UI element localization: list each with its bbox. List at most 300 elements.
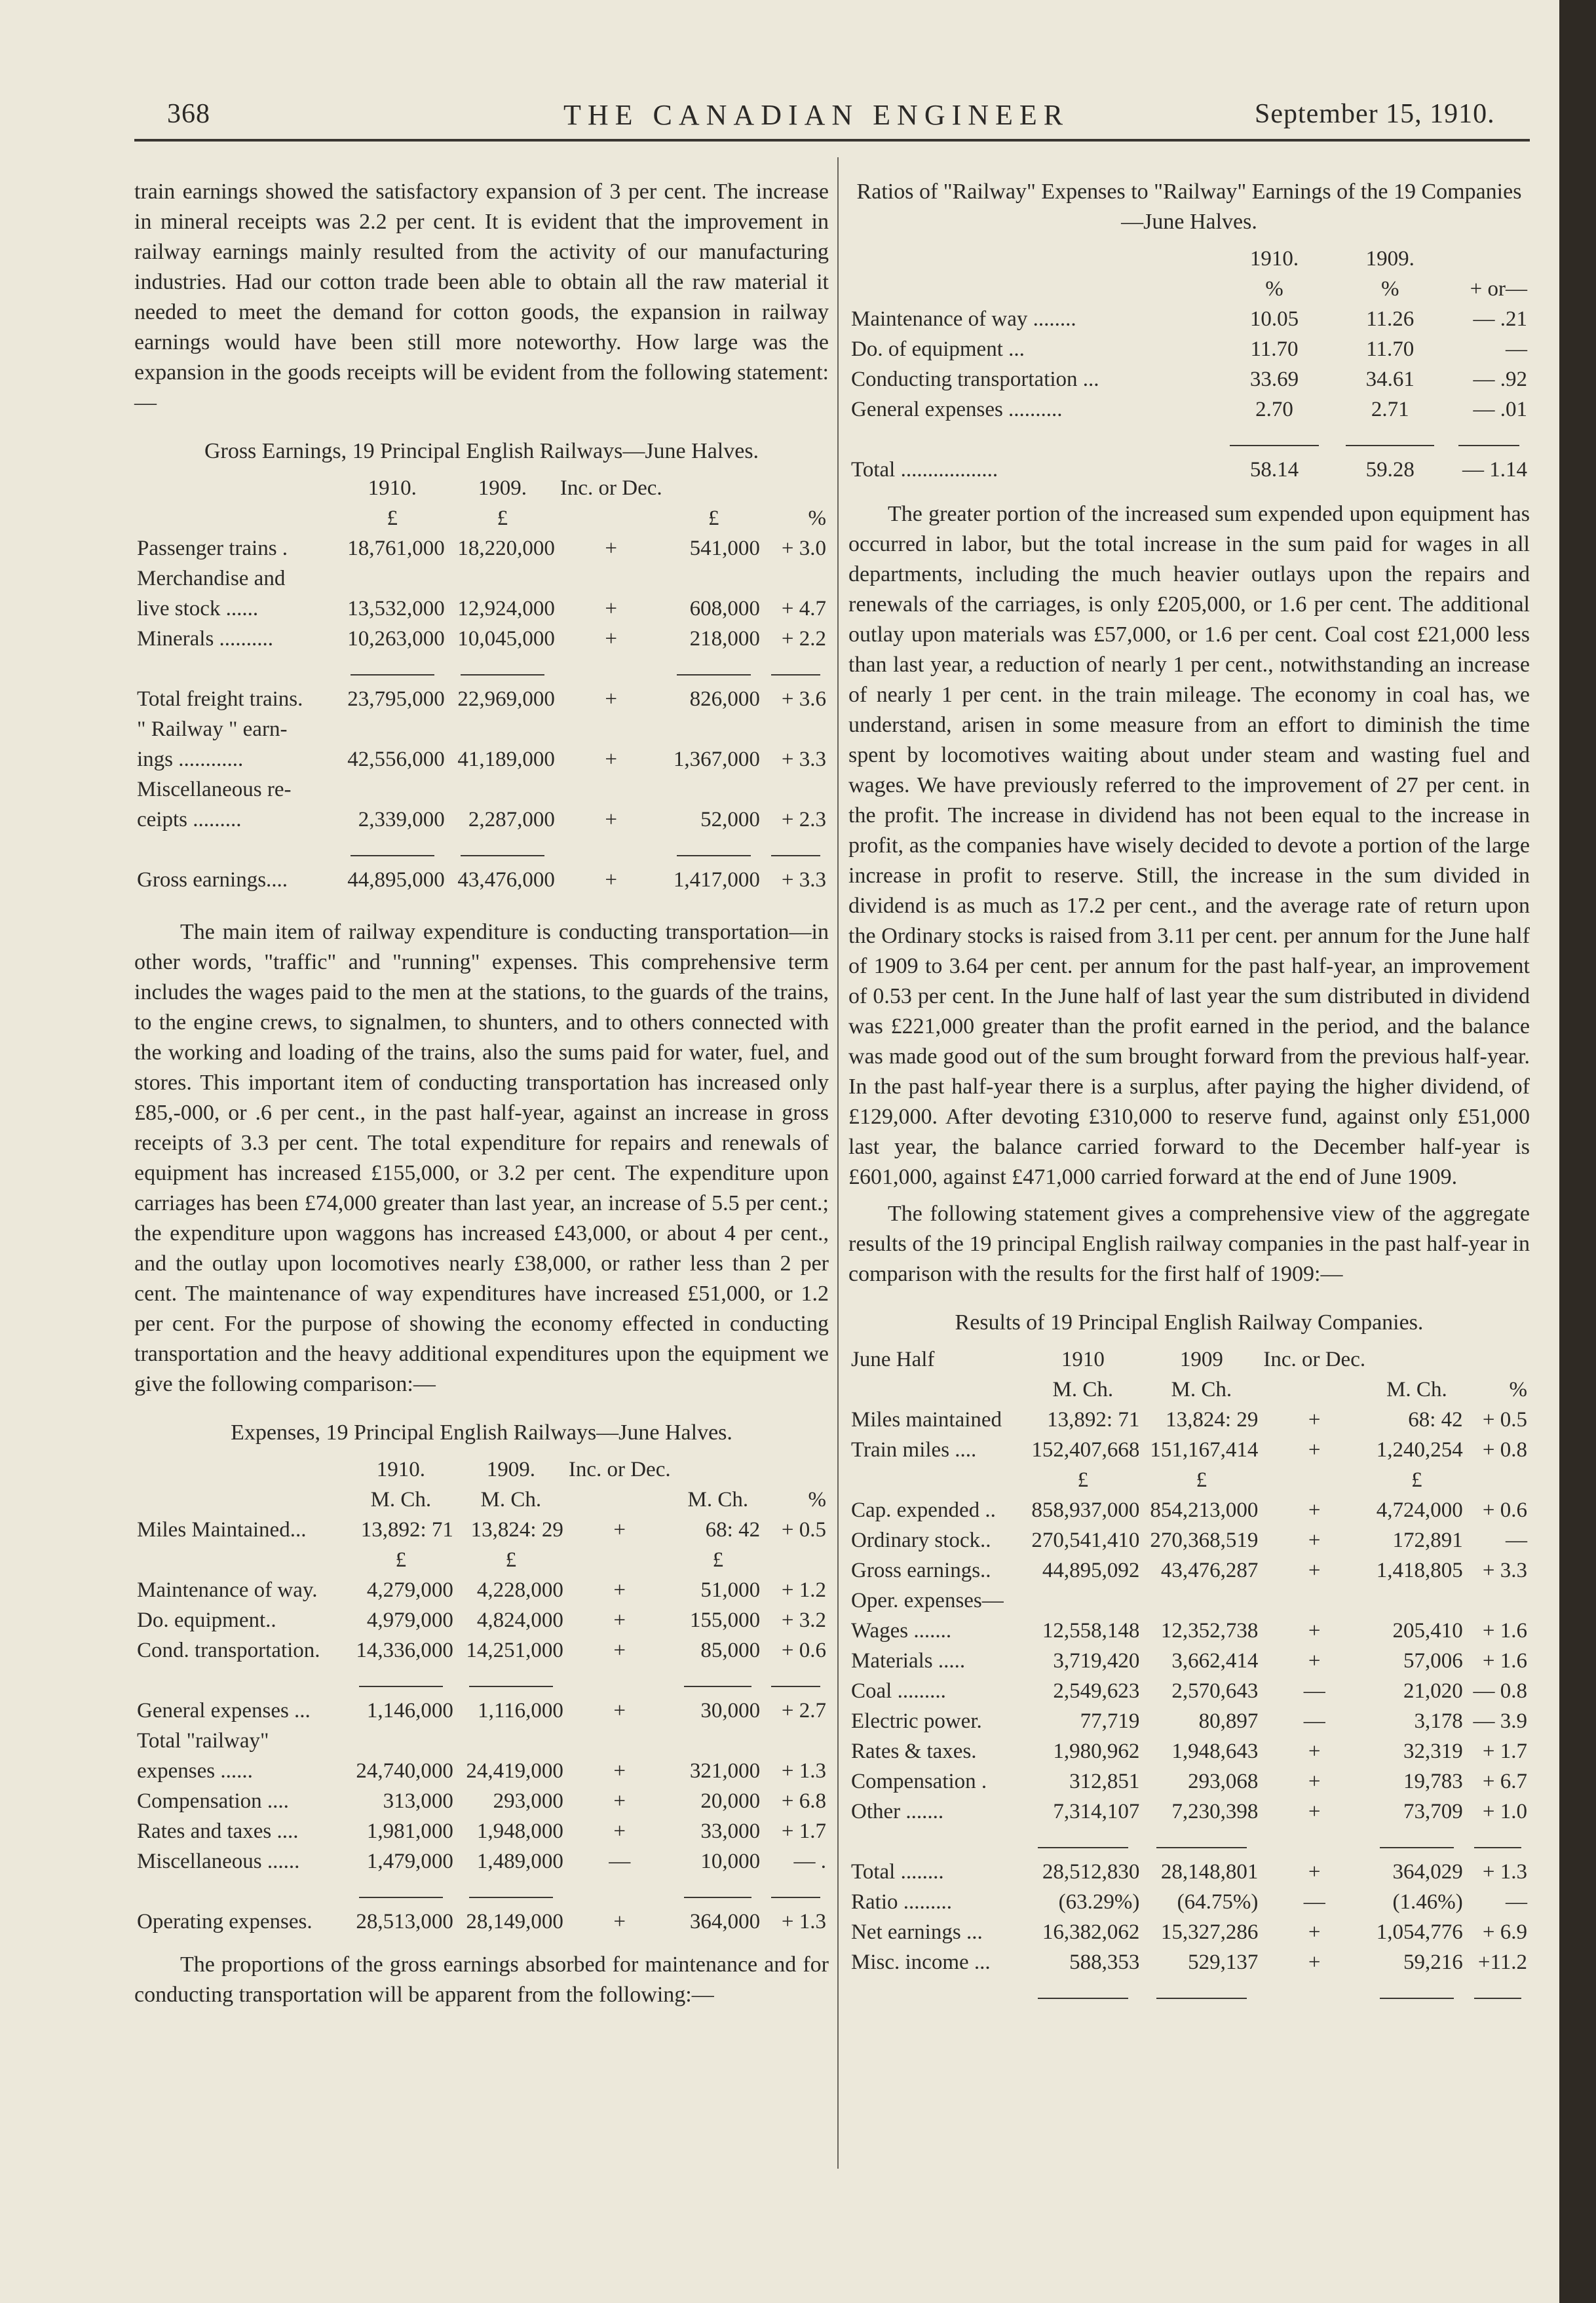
table-cell: — .21 bbox=[1473, 307, 1527, 331]
table-cell: 1,367,000 bbox=[673, 748, 760, 771]
table-row bbox=[134, 1726, 829, 1756]
table-cell: 1,240,254 bbox=[1376, 1438, 1463, 1462]
table-cell: 321,000 bbox=[689, 1759, 761, 1783]
page-edge bbox=[1559, 0, 1596, 2303]
table-cell: 12,352,738 bbox=[1160, 1619, 1259, 1643]
table-cell bbox=[337, 563, 447, 594]
header-rule bbox=[134, 139, 1530, 142]
table-cell bbox=[674, 1726, 763, 1756]
table-cell: — bbox=[1303, 1890, 1325, 1914]
table-cell: 529,137 bbox=[1188, 1951, 1259, 1974]
table-cell: % bbox=[808, 506, 826, 530]
table-row bbox=[134, 473, 829, 503]
table-row bbox=[134, 503, 829, 533]
table-cell: 59,216 bbox=[1403, 1951, 1463, 1974]
issue-date: September 15, 1910. bbox=[1255, 99, 1495, 129]
table-cell bbox=[337, 714, 447, 744]
table-cell: 172,891 bbox=[1392, 1529, 1463, 1552]
table-cell: 73,709 bbox=[1403, 1800, 1463, 1823]
table-cell bbox=[134, 503, 337, 533]
table-cell: 14,336,000 bbox=[356, 1639, 453, 1662]
table-cell: + 3.3 bbox=[781, 748, 826, 771]
table-row bbox=[848, 304, 1530, 334]
table-cell: ceipts ......... bbox=[137, 808, 242, 831]
table-cell: 1910. bbox=[376, 1458, 425, 1481]
table-cell: 1,980,962 bbox=[1053, 1740, 1140, 1763]
table-row bbox=[848, 1676, 1530, 1706]
table-cell bbox=[1368, 1586, 1466, 1616]
table-row bbox=[134, 865, 829, 895]
table-cell: + 3.2 bbox=[781, 1608, 826, 1632]
table-cell: Net earnings ... bbox=[851, 1920, 983, 1944]
table-cell: Total .................. bbox=[851, 458, 998, 482]
left-column bbox=[134, 177, 829, 2010]
table-cell: 270,541,410 bbox=[1031, 1529, 1140, 1552]
table-cell: 16,382,062 bbox=[1042, 1920, 1140, 1944]
table-cell: Cond. transportation. bbox=[137, 1639, 320, 1662]
table-cell: 19,783 bbox=[1403, 1770, 1463, 1793]
table-cell: + 1.0 bbox=[1482, 1800, 1527, 1823]
table-cell: 18,220,000 bbox=[457, 537, 555, 560]
table-cell: 28,148,801 bbox=[1160, 1860, 1259, 1884]
table-cell bbox=[337, 774, 447, 805]
table-cell: 59.28 bbox=[1365, 458, 1415, 482]
table-cell: 12,558,148 bbox=[1042, 1619, 1140, 1643]
table-cell bbox=[1142, 1586, 1261, 1616]
table-cell: + bbox=[613, 1639, 626, 1662]
table-cell: 80,897 bbox=[1198, 1709, 1259, 1733]
table2-caption: Expenses, 19 Principal English Railways—June Halves. bbox=[231, 1420, 732, 1445]
table-cell: 30,000 bbox=[700, 1699, 761, 1722]
table-cell: Total freight trains. bbox=[137, 687, 303, 711]
table-cell: 3,178 bbox=[1414, 1709, 1463, 1733]
table-row bbox=[134, 684, 829, 714]
table-cell: 33.69 bbox=[1249, 368, 1299, 391]
table-cell: 1,948,643 bbox=[1171, 1740, 1259, 1763]
table-cell: + bbox=[613, 1819, 626, 1843]
table-cell: M. Ch. bbox=[1171, 1378, 1232, 1401]
table-cell: £ bbox=[1077, 1468, 1089, 1492]
table-cell: — bbox=[1506, 337, 1527, 361]
table-cell: 24,419,000 bbox=[466, 1759, 563, 1783]
table-cell: 14,251,000 bbox=[466, 1639, 563, 1662]
table-cell bbox=[763, 1455, 829, 1485]
table-cell: M. Ch. bbox=[1386, 1378, 1447, 1401]
table-cell: 1909. bbox=[1365, 247, 1415, 271]
table-cell: 41,189,000 bbox=[457, 748, 555, 771]
table-cell bbox=[763, 1545, 829, 1575]
table-cell: £ bbox=[1196, 1468, 1207, 1492]
table-cell: + bbox=[1308, 1619, 1321, 1643]
table-cell bbox=[558, 714, 665, 744]
table-cell bbox=[1466, 1586, 1530, 1616]
table-row bbox=[134, 1816, 829, 1846]
table-cell: General expenses ... bbox=[137, 1699, 311, 1722]
table-cell: Cap. expended .. bbox=[851, 1498, 996, 1522]
table-row bbox=[848, 334, 1530, 364]
table-cell: Gross earnings.. bbox=[851, 1559, 991, 1582]
table-cell: 826,000 bbox=[689, 687, 760, 711]
table-rule bbox=[134, 654, 829, 684]
table-cell: + bbox=[1308, 1800, 1321, 1823]
table-cell: — bbox=[1506, 1529, 1527, 1552]
column-divider bbox=[837, 157, 839, 2169]
table-cell: 32,319 bbox=[1403, 1740, 1463, 1763]
table1-caption: Gross Earnings, 19 Principal English Railways—June Halves. bbox=[204, 439, 759, 463]
table-cell: % bbox=[1265, 277, 1283, 301]
table-cell bbox=[447, 714, 558, 744]
table-cell bbox=[134, 473, 337, 503]
table-cell: 1,417,000 bbox=[673, 868, 760, 892]
table-cell: 270,368,519 bbox=[1150, 1529, 1259, 1552]
table-cell bbox=[763, 473, 829, 503]
table-cell: % bbox=[808, 1488, 826, 1512]
table-cell: Miles Maintained... bbox=[137, 1518, 307, 1542]
table-cell: + bbox=[613, 1518, 626, 1542]
table-cell: + bbox=[613, 1910, 626, 1933]
table-cell: 10.05 bbox=[1249, 307, 1299, 331]
table-cell: 313,000 bbox=[383, 1789, 453, 1813]
table-rule bbox=[134, 1876, 829, 1907]
table-cell bbox=[558, 774, 665, 805]
table-cell: 28,512,830 bbox=[1042, 1860, 1140, 1884]
table-cell: Misc. income ... bbox=[851, 1951, 991, 1974]
left-paragraph-2: The main item of railway expenditure is conducting transportation—in other words, "traffic" and "running" expenses. This comprehensive term includes the wages paid to the men at the stations, to the guards of the trains, to the engine crews, to signalmen, to shunters, and to others connected with the working and loading of the trains, also the sums paid for water, fuel, and stores. This important item of conducting transportation has increased only £85,-000, or .6 per cent., in the past half-year, against an increase in gross receipts of 3.3 per cent. The total expenditure for repairs and renewals of equipment has increased £155,000, or 3.2 per cent. The expenditure upon carriages has been £74,000 greater than last year, an increase of 5.5 per cent.; the expenditure upon waggons has increased £43,000, or about 4 per cent., and the outlay upon locomotives nearly £38,000, or rather less than 2 per cent. The maintenance of way expenditures have increased £51,000, or 1.2 per cent. For the purpose of showing the economy effected in conducting transportation and the heavy additional expenditures upon the equipment we give the following comparison:— bbox=[134, 920, 829, 1396]
table-row bbox=[134, 1455, 829, 1485]
table-cell bbox=[1466, 1465, 1530, 1495]
table-cell bbox=[1261, 1586, 1368, 1616]
table-cell: £ bbox=[505, 1548, 517, 1572]
table-cell: Inc. or Dec. bbox=[1263, 1348, 1366, 1371]
table-cell: expenses ...... bbox=[137, 1759, 253, 1783]
table-cell: 13,892: 71 bbox=[1047, 1408, 1140, 1432]
table-row bbox=[848, 1405, 1530, 1435]
table-cell: (1.46%) bbox=[1392, 1890, 1463, 1914]
table3-caption: Ratios of "Railway" Expenses to "Railway" Earnings of the 19 Companies—June Halves. bbox=[856, 180, 1522, 234]
table-cell: 2,549,623 bbox=[1053, 1679, 1140, 1703]
table-cell: + bbox=[1308, 1498, 1321, 1522]
table-cell bbox=[1261, 1465, 1368, 1495]
table-cell: Miles maintained bbox=[851, 1408, 1002, 1432]
table-cell: 58.14 bbox=[1249, 458, 1299, 482]
table-cell: Minerals .......... bbox=[137, 627, 274, 651]
table-cell: 854,213,000 bbox=[1150, 1498, 1259, 1522]
table-cell: 28,149,000 bbox=[466, 1910, 563, 1933]
table-cell: + bbox=[1308, 1529, 1321, 1552]
table-row bbox=[134, 1515, 829, 1545]
table-cell bbox=[1466, 1344, 1530, 1375]
table-row bbox=[134, 594, 829, 624]
table-cell: 4,279,000 bbox=[366, 1578, 453, 1602]
right-paragraph-1: The greater portion of the increased sum expended upon equipment has occurred in labor, but the total increase in the sum paid for wages in all departments, including the much heavier outlays upon the repairs and renewals of the carriages, is only £205,000, or 1.6 per cent. The additional outlay upon materials was £57,000, or 1.6 per cent. Coal cost £21,000 less than last year, a reduction of nearly 1 per cent., notwithstanding an increase of nearly 1 per cent. in the train mileage. The economy in coal has, we understand, arisen in some measure from an effort to diminish the time spent by locomotives waiting about under steam and wasting fuel and wages. We have previously referred to the improvement of 27 per cent. in the profit. The increase in dividend has not been equal to the increase in profit, as the companies have wisely decided to devote a portion of the large increase in profit to reserve. Still, the increase in the sum divided in dividend is as much as 17.2 per cent., and the average rate of return upon the Ordinary stocks is raised from 3.11 per cent. per annum for the June half of 1909 to 3.64 per cent. per annum for the past half-year, an improvement of 0.53 per cent. In the June half of last year the sum distributed in dividend was £221,000 greater than the profit earned in the period, and the balance was made good out of the sum brought forward from the previous half-year. In the past half-year there is a surplus, after paying the higher dividend, of £129,000. After devoting £310,000 to reserve fund, against only £51,000 last year, the balance carried forward to the December half-year is £601,000, against £471,000 carried forward at the end of June 1909. bbox=[848, 502, 1530, 1189]
table-cell: " Railway " earn- bbox=[137, 717, 288, 741]
table-cell: + bbox=[1308, 1649, 1321, 1673]
table-cell: Train miles .... bbox=[851, 1438, 977, 1462]
journal-title: THE CANADIAN ENGINEER bbox=[563, 99, 1070, 131]
table-cell: 1,948,000 bbox=[476, 1819, 563, 1843]
table-cell bbox=[665, 563, 763, 594]
table-cell: £ bbox=[708, 506, 719, 530]
table-cell bbox=[665, 714, 763, 744]
table-cell: 155,000 bbox=[689, 1608, 761, 1632]
table-cell: Total ........ bbox=[851, 1860, 944, 1884]
table-cell: 24,740,000 bbox=[356, 1759, 453, 1783]
table-cell: + bbox=[1308, 1408, 1321, 1432]
table-row bbox=[134, 1605, 829, 1635]
table-rule bbox=[848, 1827, 1530, 1857]
table-cell: — .01 bbox=[1473, 398, 1527, 421]
table-cell: Oper. expenses— bbox=[851, 1589, 1004, 1612]
table-cell bbox=[763, 714, 829, 744]
table-cell: 1909. bbox=[478, 476, 527, 500]
table-row bbox=[848, 1857, 1530, 1887]
table-row bbox=[848, 1887, 1530, 1917]
table-row bbox=[848, 1465, 1530, 1495]
table-cell: 4,979,000 bbox=[366, 1608, 453, 1632]
table-row bbox=[848, 1616, 1530, 1646]
table-cell: 2,570,643 bbox=[1171, 1679, 1259, 1703]
table-cell: 4,228,000 bbox=[476, 1578, 563, 1602]
table-cell: 68: 42 bbox=[1408, 1408, 1463, 1432]
table-cell: 13,532,000 bbox=[347, 597, 445, 620]
table-cell: 13,824: 29 bbox=[470, 1518, 563, 1542]
table-cell: £ bbox=[712, 1548, 724, 1572]
table-cell: Operating expenses. bbox=[137, 1910, 313, 1933]
table-cell: 22,969,000 bbox=[457, 687, 555, 711]
table-cell: 42,556,000 bbox=[347, 748, 445, 771]
table-cell: 52,000 bbox=[700, 808, 760, 831]
table-cell: + 3.3 bbox=[1482, 1559, 1527, 1582]
table-cell: + 1.2 bbox=[781, 1578, 826, 1602]
table-cell bbox=[447, 774, 558, 805]
table-cell: 1,479,000 bbox=[366, 1850, 453, 1873]
table-row bbox=[848, 274, 1530, 304]
table-cell bbox=[1261, 1375, 1368, 1405]
results-table bbox=[848, 1344, 1530, 2008]
table-cell: Electric power. bbox=[851, 1709, 982, 1733]
table-cell: 1910 bbox=[1061, 1348, 1105, 1371]
table-cell: + 3.0 bbox=[781, 537, 826, 560]
table-cell: 11.70 bbox=[1250, 337, 1299, 361]
table-cell: + bbox=[613, 1578, 626, 1602]
table-cell: 152,407,668 bbox=[1031, 1438, 1140, 1462]
table-cell bbox=[456, 1726, 566, 1756]
table-cell: Materials ..... bbox=[851, 1649, 966, 1673]
table-cell: Passenger trains . bbox=[137, 537, 288, 560]
table-cell: Maintenance of way ........ bbox=[851, 307, 1076, 331]
table-cell bbox=[1448, 244, 1530, 274]
table-cell: — bbox=[1506, 1890, 1527, 1914]
table-row bbox=[848, 1917, 1530, 1947]
table-cell: + bbox=[613, 1608, 626, 1632]
table-cell: Maintenance of way. bbox=[137, 1578, 318, 1602]
table-cell bbox=[848, 244, 1217, 274]
table-cell: + 0.6 bbox=[781, 1639, 826, 1662]
table-cell: 44,895,000 bbox=[347, 868, 445, 892]
table-row bbox=[134, 1846, 829, 1876]
table-cell: Other ....... bbox=[851, 1800, 944, 1823]
table-row bbox=[134, 774, 829, 805]
table-cell: 43,476,287 bbox=[1160, 1559, 1259, 1582]
table-cell: M. Ch. bbox=[687, 1488, 749, 1512]
table-cell: 4,724,000 bbox=[1376, 1498, 1463, 1522]
table-cell: 68: 42 bbox=[705, 1518, 761, 1542]
table-cell: + bbox=[605, 687, 618, 711]
table-cell: — . bbox=[793, 1850, 826, 1873]
table-cell: — .92 bbox=[1473, 368, 1527, 391]
table-cell: + 1.6 bbox=[1482, 1649, 1527, 1673]
table-cell: + 4.7 bbox=[781, 597, 826, 620]
table-cell: 20,000 bbox=[700, 1789, 761, 1813]
table-row bbox=[848, 1766, 1530, 1797]
table-row bbox=[134, 563, 829, 594]
table-cell: + bbox=[1308, 1920, 1321, 1944]
table-cell: + bbox=[605, 748, 618, 771]
table-cell: 608,000 bbox=[689, 597, 760, 620]
table-row bbox=[848, 1435, 1530, 1465]
table-cell bbox=[848, 274, 1217, 304]
table-cell: Miscellaneous ...... bbox=[137, 1850, 300, 1873]
table-cell: 2,339,000 bbox=[358, 808, 445, 831]
table-cell: live stock ...... bbox=[137, 597, 259, 620]
table-cell: 7,230,398 bbox=[1171, 1800, 1259, 1823]
table-cell: 1909 bbox=[1179, 1348, 1223, 1371]
table-cell: Coal ......... bbox=[851, 1679, 946, 1703]
gross-earnings-table bbox=[134, 473, 829, 895]
table-row bbox=[134, 1696, 829, 1726]
table-cell: Miscellaneous re- bbox=[137, 778, 292, 801]
table-cell: 44,895,092 bbox=[1042, 1559, 1140, 1582]
table-cell: + bbox=[1308, 1951, 1321, 1974]
table-cell: + bbox=[605, 597, 618, 620]
table-cell bbox=[134, 1545, 346, 1575]
table-row bbox=[848, 244, 1530, 274]
table-row bbox=[134, 1635, 829, 1665]
table-cell: + bbox=[1308, 1740, 1321, 1763]
table-cell: + bbox=[1308, 1438, 1321, 1462]
table-cell: 18,761,000 bbox=[347, 537, 445, 560]
table-row bbox=[848, 1344, 1530, 1375]
table-cell: 3,719,420 bbox=[1053, 1649, 1140, 1673]
table-cell: 293,068 bbox=[1188, 1770, 1259, 1793]
table-cell: +11.2 bbox=[1477, 1951, 1527, 1974]
table-cell: Wages ....... bbox=[851, 1619, 952, 1643]
table-row bbox=[134, 533, 829, 563]
right-paragraph-2: The following statement gives a comprehensive view of the aggregate results of the 19 principal English railway companies in the past half-year in comparison with the results for the first half of 1909:— bbox=[848, 1202, 1530, 1286]
table-cell: 28,513,000 bbox=[356, 1910, 453, 1933]
table-row bbox=[848, 1736, 1530, 1766]
table-cell: 205,410 bbox=[1392, 1619, 1463, 1643]
table-cell bbox=[566, 1545, 674, 1575]
table-row bbox=[848, 1586, 1530, 1616]
table-cell: 293,000 bbox=[493, 1789, 563, 1813]
table-cell: Compensation . bbox=[851, 1770, 987, 1793]
table-cell: 10,263,000 bbox=[347, 627, 445, 651]
table-cell: + 6.9 bbox=[1482, 1920, 1527, 1944]
table-cell: + 0.8 bbox=[1482, 1438, 1527, 1462]
table-cell: M. Ch. bbox=[480, 1488, 542, 1512]
table-cell: + 2.3 bbox=[781, 808, 826, 831]
table-cell: Merchandise and bbox=[137, 567, 286, 590]
table-cell: + 1.7 bbox=[1482, 1740, 1527, 1763]
table-cell: + 1.3 bbox=[1482, 1860, 1527, 1884]
table-cell: + 6.8 bbox=[781, 1789, 826, 1813]
table-cell: General expenses .......... bbox=[851, 398, 1063, 421]
table-cell: 1910. bbox=[1249, 247, 1299, 271]
table-row bbox=[134, 1545, 829, 1575]
table-row bbox=[134, 714, 829, 744]
table-cell: Rates & taxes. bbox=[851, 1740, 977, 1763]
table-cell bbox=[566, 1726, 674, 1756]
table-row bbox=[848, 1947, 1530, 1977]
table-cell: + 3.3 bbox=[781, 868, 826, 892]
table-row bbox=[848, 1555, 1530, 1586]
table-cell bbox=[558, 563, 665, 594]
right-column bbox=[848, 177, 1530, 2008]
table-cell bbox=[848, 1375, 1023, 1405]
table-cell: 541,000 bbox=[689, 537, 760, 560]
table-cell: 43,476,000 bbox=[457, 868, 555, 892]
page-number: 368 bbox=[167, 99, 210, 129]
table-cell bbox=[763, 1726, 829, 1756]
table-row bbox=[848, 1706, 1530, 1736]
table-cell: + 0.5 bbox=[781, 1518, 826, 1542]
table-cell bbox=[665, 473, 763, 503]
table-cell: Ratio ......... bbox=[851, 1890, 952, 1914]
table-rule bbox=[848, 1977, 1530, 2008]
table-cell: 13,824: 29 bbox=[1166, 1408, 1259, 1432]
table-cell: + bbox=[1308, 1559, 1321, 1582]
table-rule bbox=[134, 1665, 829, 1696]
table-cell: 1,054,776 bbox=[1376, 1920, 1463, 1944]
table-cell: + 6.7 bbox=[1482, 1770, 1527, 1793]
table-cell bbox=[665, 774, 763, 805]
table-cell: 57,006 bbox=[1403, 1649, 1463, 1673]
table-row bbox=[848, 1797, 1530, 1827]
table-cell: + 0.6 bbox=[1482, 1498, 1527, 1522]
table-cell: + 2.2 bbox=[781, 627, 826, 651]
table-row bbox=[134, 1907, 829, 1937]
table-cell bbox=[1368, 1344, 1466, 1375]
table-cell: (63.29%) bbox=[1058, 1890, 1140, 1914]
table-cell: 858,937,000 bbox=[1031, 1498, 1140, 1522]
table-cell: Inc. or Dec. bbox=[568, 1458, 671, 1481]
expenses-table bbox=[134, 1455, 829, 1937]
table-row bbox=[134, 805, 829, 835]
table-cell bbox=[134, 1455, 346, 1485]
table-cell: Total "railway" bbox=[137, 1729, 269, 1753]
table-cell: £ bbox=[387, 506, 398, 530]
table-row bbox=[848, 394, 1530, 425]
table-cell bbox=[134, 1485, 346, 1515]
table-cell: + 1.3 bbox=[781, 1759, 826, 1783]
table-cell: + bbox=[613, 1789, 626, 1813]
table-cell: (64.75%) bbox=[1177, 1890, 1259, 1914]
table-cell: £ bbox=[497, 506, 508, 530]
table-cell bbox=[558, 503, 665, 533]
table-cell: £ bbox=[395, 1548, 407, 1572]
table-cell: 151,167,414 bbox=[1150, 1438, 1259, 1462]
table-cell: 2,287,000 bbox=[468, 808, 555, 831]
table-cell: M. Ch. bbox=[1052, 1378, 1114, 1401]
table-cell: 1,981,000 bbox=[366, 1819, 453, 1843]
table-row bbox=[848, 1495, 1530, 1525]
table-cell: + bbox=[1308, 1770, 1321, 1793]
table-cell: 12,924,000 bbox=[457, 597, 555, 620]
table-cell: 10,045,000 bbox=[457, 627, 555, 651]
table-cell bbox=[346, 1726, 456, 1756]
table-cell: Rates and taxes .... bbox=[137, 1819, 299, 1843]
